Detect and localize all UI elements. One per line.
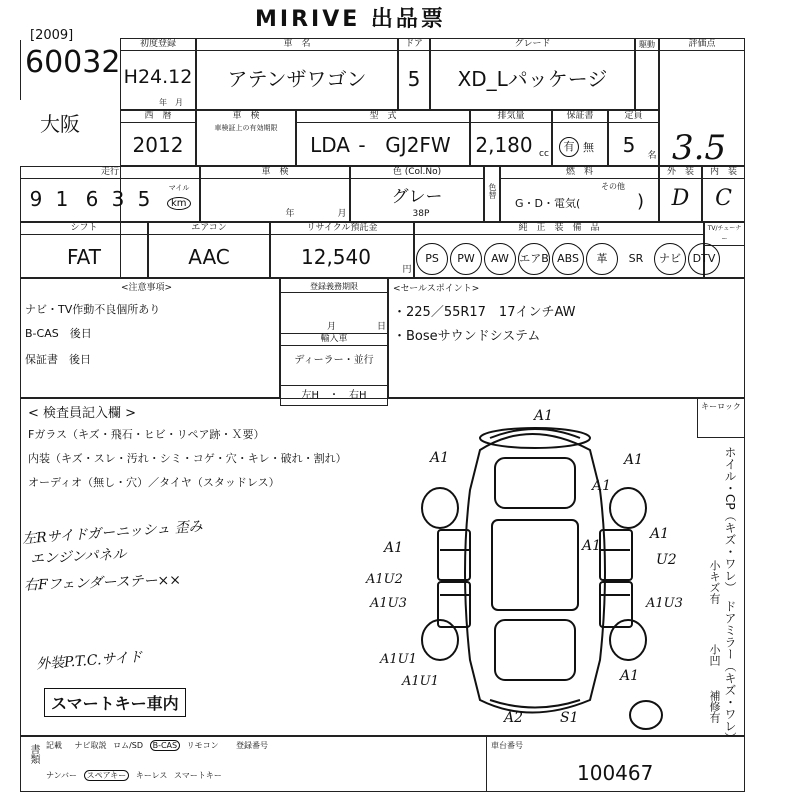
inspection-label: < 検査員記入欄 > xyxy=(28,406,137,421)
label-color-change: 色替 xyxy=(488,183,497,199)
shaken-year: 年 xyxy=(285,209,295,219)
equip-aw: AW xyxy=(484,243,516,275)
footer-item: 記載 xyxy=(46,741,62,750)
sales-point: ・225／55R17 17インチAW xyxy=(393,305,576,320)
model-value: GJ2FW xyxy=(385,133,451,157)
sales-label: <セールスポイント> xyxy=(393,284,480,294)
import-label: 輸入車 xyxy=(281,333,387,346)
label-first-reg: 初度登録 xyxy=(121,39,195,51)
label-capacity: 定員 xyxy=(609,111,658,123)
wheel-fr xyxy=(610,488,646,528)
damage-mark: A2 xyxy=(504,710,524,726)
vertical-note: 小凹 xyxy=(708,644,721,666)
cell-seireki xyxy=(120,110,196,166)
damage-mark: A1 xyxy=(620,668,640,684)
damage-mark: A1 xyxy=(582,538,602,554)
cell-color xyxy=(350,166,484,222)
label-color: 色 (Col.No) xyxy=(351,167,483,179)
chassis-label: 車台番号 xyxy=(491,741,523,750)
damage-mark: U2 xyxy=(656,552,677,568)
registration-panel xyxy=(280,278,388,406)
notes-panel xyxy=(20,278,280,398)
mileage-digit: 5 xyxy=(137,187,151,211)
footer-item: ロム/SD xyxy=(113,741,144,750)
equip-pw: PW xyxy=(450,243,482,275)
damage-mark: A1 xyxy=(384,540,404,556)
label-equipment: 純 正 装 備 品 xyxy=(415,223,703,235)
cell-drive xyxy=(635,38,659,110)
footer-side: 書類 xyxy=(28,744,39,764)
model-dash: - xyxy=(358,133,366,157)
grade-value: XD_Lパッケージ xyxy=(457,67,608,91)
recycle-value: 12,540 xyxy=(301,245,371,269)
label-grade: グレード xyxy=(431,39,634,51)
label-tv: TV/チューナー xyxy=(705,223,744,246)
cell-aircon xyxy=(148,222,270,278)
cell-exterior xyxy=(659,166,702,222)
footer-items-row2 xyxy=(46,770,222,781)
cell-model xyxy=(296,110,470,166)
rating-value: 3.5 xyxy=(672,128,727,168)
equip-ps: PS xyxy=(416,243,448,275)
damage-mark: S1 xyxy=(560,710,579,726)
damage-mark: A1 xyxy=(534,408,554,424)
footer-item: キーレス xyxy=(135,771,168,780)
shift-value: FAT xyxy=(66,245,101,269)
hand-note: 外装P.T.C.サイド xyxy=(35,649,143,673)
vertical-note: ホイル・CP（キズ・ワレ） xyxy=(723,446,737,594)
note-item: B-CAS 後日 xyxy=(25,327,92,340)
equip-airbag: エアB xyxy=(518,243,550,275)
cell-first-reg xyxy=(120,38,196,110)
fuel-value: G・D・電気( xyxy=(515,197,581,210)
footer-item: ナビ取説 xyxy=(74,741,107,750)
fuel-close: ) xyxy=(637,191,645,212)
equip-sr: SR xyxy=(628,252,644,265)
mileage-unit-mile: マイル xyxy=(168,184,190,192)
hand-note: 左Rサイドガーニッシュ 歪み xyxy=(21,518,204,548)
cell-recycle xyxy=(270,222,414,278)
label-drive: 駆動 xyxy=(636,39,658,51)
car-name-value: アテンザワゴン xyxy=(227,67,367,91)
hand-note: エンジンパネル xyxy=(29,546,127,568)
car-outline xyxy=(465,434,605,713)
displacement-value: 2,180 xyxy=(475,133,533,157)
footer-item: リモコン xyxy=(186,741,219,750)
reg-number-label: 登録番号 xyxy=(236,741,268,750)
footer-item: スマートキー xyxy=(173,771,222,780)
damage-mark: A1 xyxy=(650,526,670,542)
footer-items-row1 xyxy=(46,740,219,751)
shaken-month: 月 xyxy=(337,209,347,219)
front-ring xyxy=(480,428,590,448)
damage-mark: A1 xyxy=(430,450,450,466)
footer-item: ナンバー xyxy=(46,771,78,780)
vertical-note: 補修有 xyxy=(708,690,721,723)
label-shaken: 車 検 xyxy=(232,111,260,121)
damage-mark: A1U3 xyxy=(646,596,683,611)
sales-point: ・Boseサウンドシステム xyxy=(393,329,541,344)
year-tag: [2009] xyxy=(30,28,74,43)
footer-item: B-CAS xyxy=(150,740,181,751)
equip-abs: ABS xyxy=(552,243,584,275)
label-doors: ドア xyxy=(399,39,429,51)
cell-interior xyxy=(702,166,745,222)
cell-shaken xyxy=(196,110,296,166)
model-prefix: LDA xyxy=(310,133,350,157)
label-fuel: 燃 料 xyxy=(501,167,658,179)
damage-mark: A1U1 xyxy=(380,652,417,667)
cell-car-name xyxy=(196,38,398,110)
notes-label: <注意事項> xyxy=(121,283,173,293)
key-lock-label: キーロック xyxy=(701,402,741,411)
doors-value: 5 xyxy=(407,67,421,91)
label-shift: シフト xyxy=(21,223,147,235)
first-reg-sub: 年 月 xyxy=(159,98,183,107)
mileage-digit: 1 xyxy=(55,187,69,211)
label-model: 型 式 xyxy=(297,111,469,123)
damage-mark: A1U3 xyxy=(370,596,407,611)
damage-mark: A1U1 xyxy=(402,674,439,689)
cell-mileage xyxy=(20,166,200,222)
label-mileage: 走行 xyxy=(21,167,199,179)
region: 大阪 xyxy=(40,112,80,136)
spare-wheel xyxy=(630,701,662,729)
trunk xyxy=(495,620,575,680)
label-car-name: 車 名 xyxy=(197,39,397,51)
label-rating: 評価点 xyxy=(660,39,744,51)
note-item: 保証書 後日 xyxy=(25,353,91,366)
reg-day: 日 xyxy=(377,322,387,332)
inspect-line-interior: 内装（キズ・スレ・汚れ・シミ・コゲ・穴・キレ・破れ・割れ） xyxy=(28,452,347,465)
label-aircon: エアコン xyxy=(149,223,269,235)
cell-displacement xyxy=(470,110,552,166)
label-exterior: 外 装 xyxy=(660,167,701,179)
vertical-note: ドアミラー（キズ・ワレ） xyxy=(723,600,737,744)
smart-key-box: スマートキー車内 xyxy=(44,688,186,717)
cell-warranty xyxy=(552,110,608,166)
exterior-value: D xyxy=(671,186,690,211)
equip-navi: ナビ xyxy=(654,243,686,275)
cell-color-change xyxy=(484,166,500,222)
equipment-list xyxy=(416,243,746,275)
lot-number: 60032 xyxy=(25,45,121,80)
hand-note: 右Fフェンダーステー×× xyxy=(23,572,182,594)
steering-side: 左H ・ 右H xyxy=(281,385,387,401)
reg-label: 登録義務期限 xyxy=(281,281,387,293)
label-displacement: 排気量 xyxy=(471,111,551,123)
first-reg-value: H24.12 xyxy=(123,66,193,88)
label-recycle: リサイクル預託金 xyxy=(271,223,413,235)
key-lock-box xyxy=(697,398,745,438)
damage-mark: A1U2 xyxy=(366,572,403,587)
cell-doors xyxy=(398,38,430,110)
mileage-digit: 6 xyxy=(85,187,99,211)
yen-unit: 円 xyxy=(402,265,412,275)
capacity-value: 5 xyxy=(622,133,636,157)
cell-grade xyxy=(430,38,635,110)
label-shaken2: 車 検 xyxy=(201,167,349,179)
mileage-unit-km: km xyxy=(167,197,191,210)
interior-value: C xyxy=(715,186,732,211)
mileage-digit: 3 xyxy=(111,187,125,211)
label-fuel-other: その他 xyxy=(601,182,625,191)
damage-mark: A1 xyxy=(592,478,612,494)
vertical-note: 小キズ有 xyxy=(708,560,721,604)
damage-mark: A1 xyxy=(624,452,644,468)
form-title: MIRIVE 出品票 xyxy=(255,7,446,32)
capacity-unit: 名 xyxy=(647,151,657,161)
cc-unit: cc xyxy=(539,149,549,159)
cell-shift xyxy=(20,222,148,278)
label-warranty: 保証書 xyxy=(553,111,607,123)
sales-panel xyxy=(388,278,745,398)
cell-shaken2 xyxy=(200,166,350,222)
hood xyxy=(495,458,575,508)
footer-item: スペアキー xyxy=(84,770,130,781)
reg-month: 月 xyxy=(327,322,337,332)
warranty-no: 無 xyxy=(583,141,594,154)
inspect-line-audio: オーディオ（無し・穴）／タイヤ（スタッドレス） xyxy=(28,476,280,489)
cell-fuel xyxy=(500,166,659,222)
seireki-value: 2012 xyxy=(132,133,184,157)
equip-dtv: DTV xyxy=(688,243,720,275)
chassis-number: 100467 xyxy=(577,761,654,785)
aircon-value: AAC xyxy=(188,245,230,269)
label-interior: 内 装 xyxy=(703,167,744,179)
cell-capacity xyxy=(608,110,659,166)
cabin xyxy=(492,520,578,610)
wheel-fl xyxy=(422,488,458,528)
note-item: ナビ・TV作動不良個所あり xyxy=(25,303,161,316)
inspect-line-glass: Fガラス（キズ・飛石・ヒビ・リペア跡・Ｘ要） xyxy=(28,428,265,441)
warranty-yes: 有 xyxy=(559,137,579,157)
label-seireki: 西 暦 xyxy=(121,111,195,123)
color-code: 38P xyxy=(412,209,430,219)
chassis-box xyxy=(486,736,745,792)
color-value: グレー xyxy=(391,187,443,207)
left-divider xyxy=(20,40,21,100)
rear-bumper xyxy=(490,700,580,708)
equip-leather: 革 xyxy=(586,243,618,275)
dealer-parallel: ディーラー・並行 xyxy=(294,355,374,366)
label-shaken-sub: 車検証上の有効期限 xyxy=(214,124,278,132)
mileage-digit: 9 xyxy=(29,187,43,211)
